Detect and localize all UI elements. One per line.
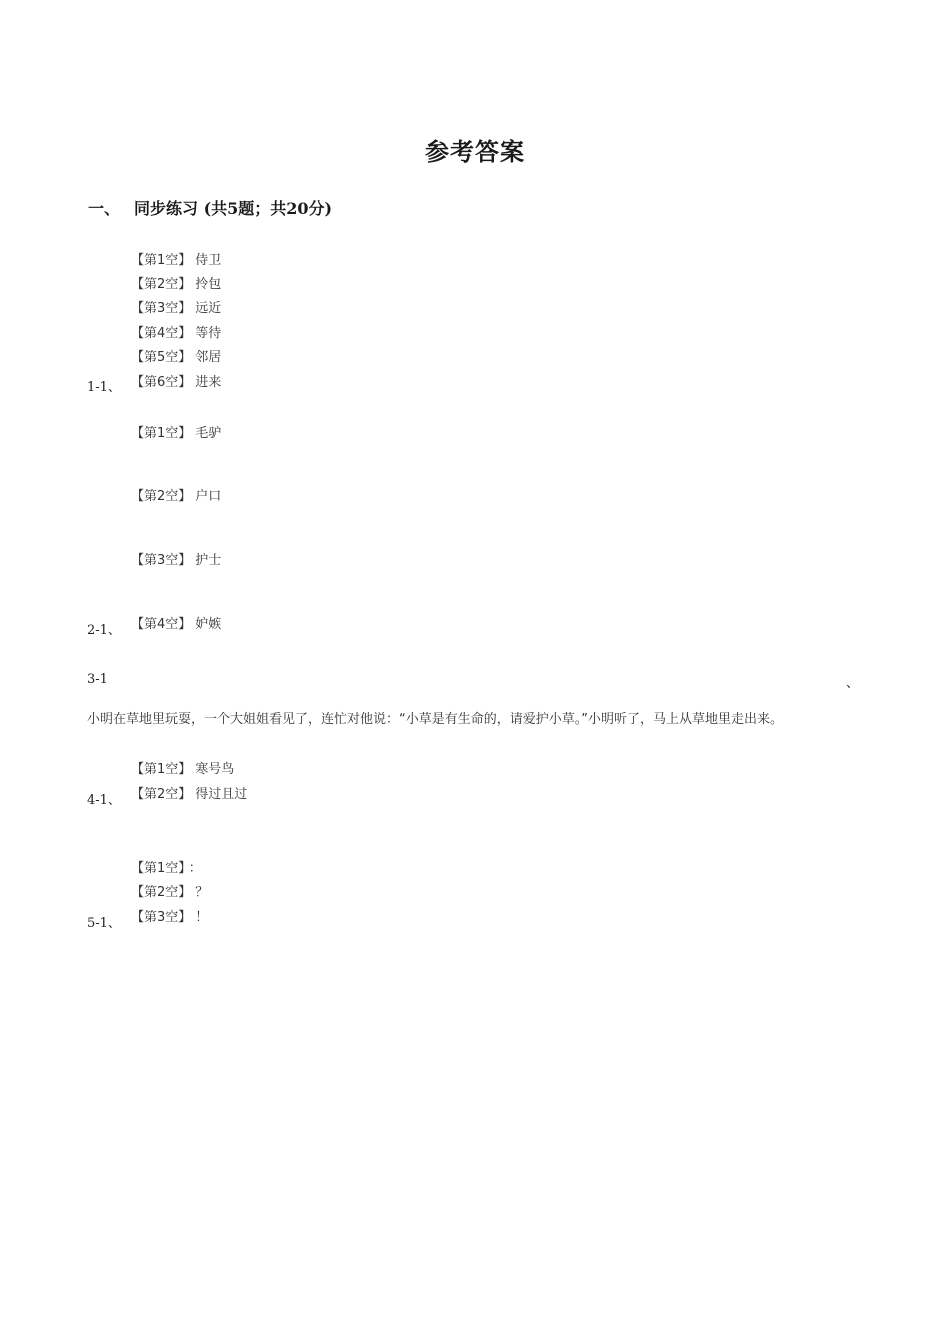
- q3-answer-sentence: 小明在草地里玩耍，一个大姐姐看见了，连忙对他说：“小草是有生命的，请爱护小草。”小明听了，马上从草地里走出来。: [87, 712, 783, 727]
- q5-answer-3: 【第3空】 ！: [131, 910, 209, 925]
- q1-answer-4: 【第4空】 等待: [131, 326, 222, 341]
- q4-number: 4-1、: [87, 793, 121, 808]
- q1-answer-3: 【第3空】 远近: [131, 301, 222, 316]
- q4-answer-2: 【第2空】 得过且过: [131, 787, 248, 802]
- section-heading: [88, 196, 332, 219]
- q1-answer-2: 【第2空】 拎包: [131, 277, 222, 292]
- q2-answer-2: 【第2空】 户口: [131, 489, 222, 504]
- q3-separator: 、: [846, 676, 860, 691]
- q1-answer-1: 【第1空】 侍卫: [131, 253, 222, 268]
- q3-number: 3-1: [87, 672, 108, 687]
- q2-answer-3: 【第3空】 护士: [131, 553, 222, 568]
- section-number: 一、: [88, 199, 121, 218]
- q1-answer-5: 【第5空】 邻居: [131, 350, 222, 365]
- q1-number: 1-1、: [87, 380, 121, 395]
- q1-answer-6: 【第6空】 进来: [131, 375, 222, 390]
- q5-answer-1: 【第1空】 ：: [131, 861, 202, 876]
- q5-number: 5-1、: [87, 916, 121, 931]
- q2-answer-4: 【第4空】 妒嫉: [131, 617, 222, 632]
- q2-number: 2-1、: [87, 623, 121, 638]
- q2-answer-1: 【第1空】 毛驴: [131, 426, 222, 441]
- section-label: 同步练习 (共5题；共20分): [134, 199, 333, 218]
- q4-answer-1: 【第1空】 寒号鸟: [131, 762, 235, 777]
- page-title: 参考答案: [425, 137, 525, 166]
- q5-answer-2: 【第2空】 ？: [131, 885, 209, 900]
